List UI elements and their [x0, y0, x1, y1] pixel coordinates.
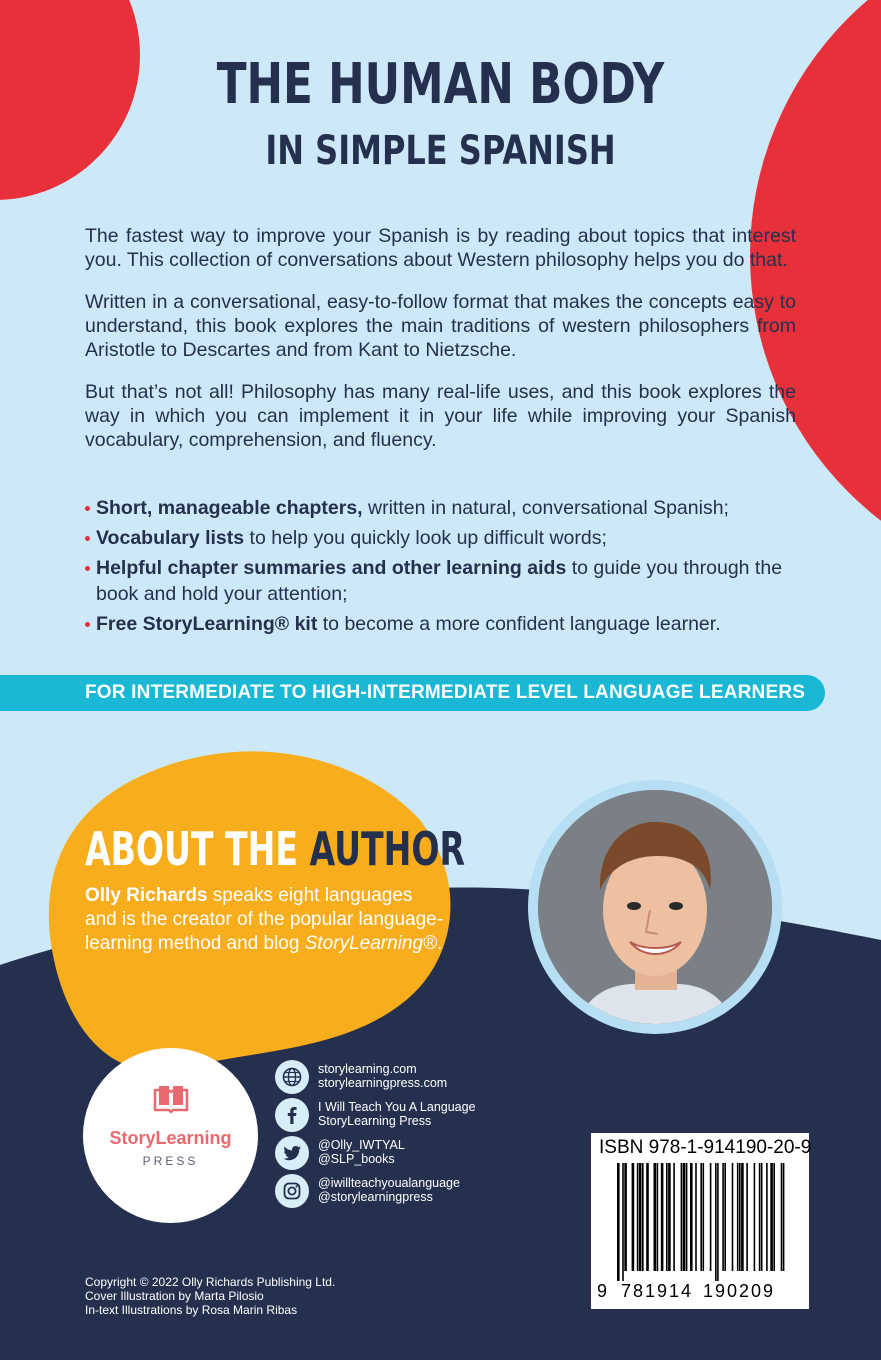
publisher-sub: PRESS: [142, 1154, 199, 1168]
level-band: [0, 675, 825, 711]
book-title: THE HUMAN BODY: [216, 52, 665, 117]
facebook-icon: [275, 1098, 309, 1132]
social-text: @iwillteachyoualanguage @storylearningpress: [318, 1176, 460, 1204]
twitter-icon: [275, 1136, 309, 1170]
isbn-barcode-box: ISBN 978-1-914190-20-9 9 781914 190209: [591, 1133, 809, 1309]
bullet-dot: [85, 566, 90, 571]
feature-item: Free StoryLearning® kit to become a more confident language learner.: [85, 611, 805, 637]
intro-paragraph: Written in a conversational, easy-to-follow format that makes the concepts easy to understand, this book explores the main traditions of western philosophers from Aristotle to Descartes and from Kant to Nietzsche.: [85, 291, 796, 361]
intro-paragraph: The fastest way to improve your Spanish is by reading about topics that interest you. This collection of conversations about Western philosophy helps you do that.: [85, 225, 796, 271]
author-name: Olly Richards: [85, 885, 208, 906]
globe-icon: [275, 1060, 309, 1094]
intro-paragraph: But that’s not all! Philosophy has many real-life uses, and this book explores the way in which you can implement it in your life while improving your Spanish vocabulary, comprehension, and fluency.: [85, 381, 796, 451]
credit-line: Cover Illustration by Marta Pilosio: [85, 1289, 264, 1303]
author-portrait: [538, 790, 772, 1024]
open-book-icon: [153, 1084, 189, 1114]
isbn-label: ISBN 978-1-914190-20-9: [599, 1137, 812, 1158]
feature-list: [85, 495, 805, 641]
book-subtitle: IN SIMPLE SPANISH: [265, 128, 616, 174]
feature-item: Helpful chapter summaries and other learning aids to guide you through the book and hold your attention;: [85, 555, 805, 607]
barcode-image: [617, 1163, 787, 1281]
publisher-name: StoryLearning: [109, 1128, 232, 1148]
instagram-icon: [275, 1174, 309, 1208]
author-photo: [528, 780, 782, 1034]
level-band-text: FOR INTERMEDIATE TO HIGH-INTERMEDIATE LEVEL LANGUAGE LEARNERS: [85, 682, 806, 703]
intro-text: [85, 224, 796, 470]
about-heading: ABOUT THE AUTHOR: [85, 822, 466, 876]
social-text: @Olly_IWTYAL @SLP_books: [318, 1138, 405, 1166]
publisher-logo: [83, 1048, 258, 1223]
feature-item: Vocabulary lists to help you quickly look up difficult words;: [85, 525, 805, 551]
credit-line: In-text Illustrations by Rosa Marin Ribas: [85, 1303, 298, 1317]
bullet-dot: [85, 506, 90, 511]
feature-item: Short, manageable chapters, written in natural, conversational Spanish;: [85, 495, 805, 521]
bullet-dot: [85, 536, 90, 541]
social-text: I Will Teach You A Language StoryLearning Press: [318, 1100, 476, 1128]
social-text: storylearning.com storylearningpress.com: [318, 1062, 448, 1090]
credits: [85, 1275, 335, 1317]
credit-line: Copyright © 2022 Olly Richards Publishing Ltd.: [85, 1275, 336, 1289]
bullet-dot: [85, 622, 90, 627]
author-bio: Olly Richards speaks eight languages and is the creator of the popular language-learning method and blog StoryLearning®.: [85, 885, 444, 954]
